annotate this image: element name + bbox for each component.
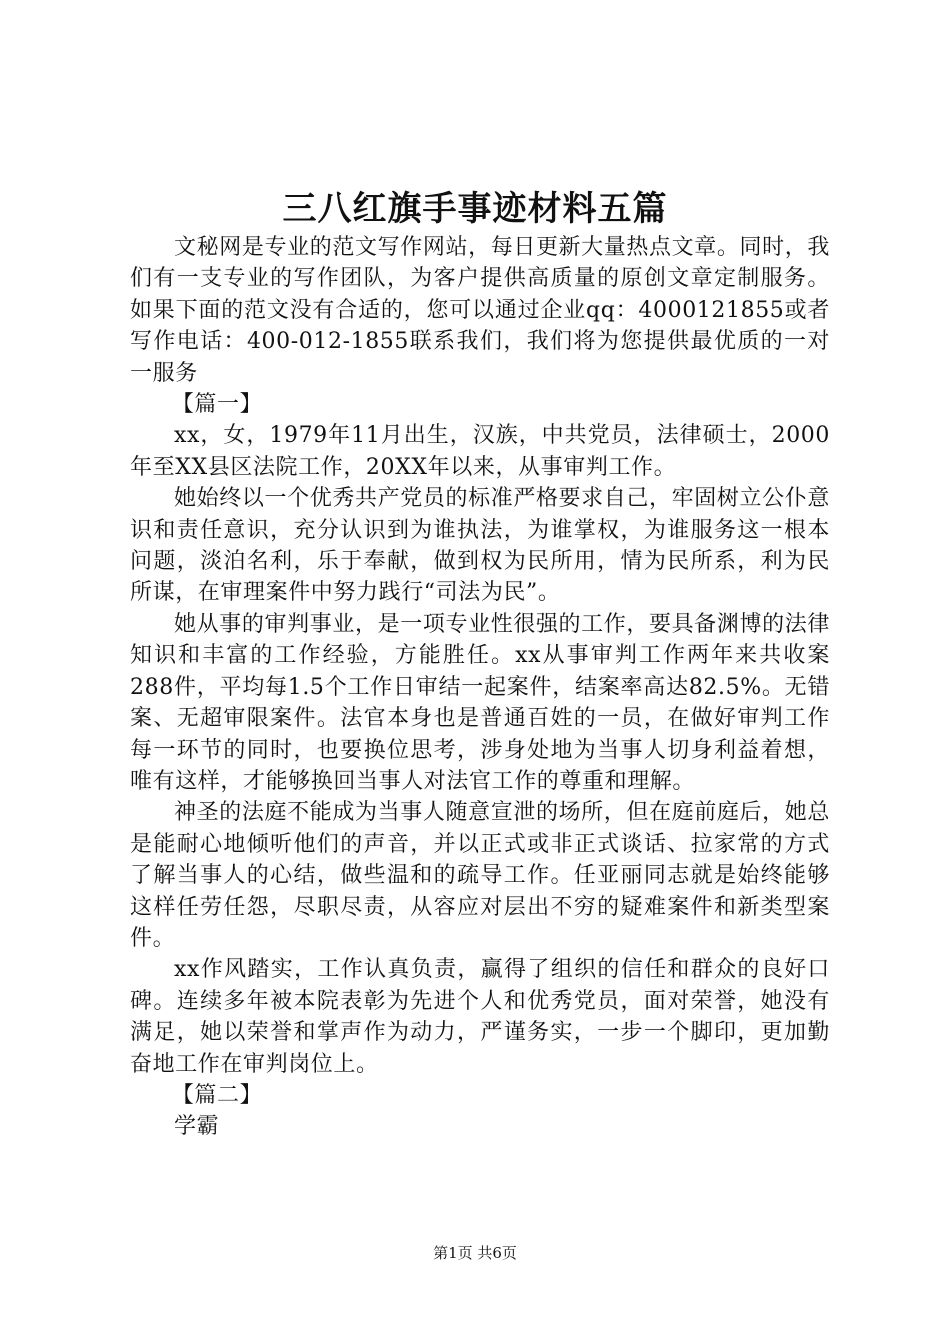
body-paragraph: 她从事的审判事业，是一项专业性很强的工作，要具备渊博的法律知识和丰富的工作经验，方能胜任。xx从事审判工作两年来共收案288件，平均每1.5个工作日审结一起案件，结案率高达82.5%。无错案、无超审限案件。法官本身也是普通百姓的一员，在做好审判工作每一环节的同时，也要换位思考，涉身处地为当事人切身利益着想，唯有这样，才能够换回当事人对法官工作的尊重和理解。 [130,611,830,794]
document-title: 三八红旗手事迹材料五篇 [282,189,668,229]
body-paragraph: 她始终以一个优秀共产党员的标准严格要求自己，牢固树立公仆意识和责任意识，充分认识到为谁执法，为谁掌权，为谁服务这一根本问题，淡泊名利，乐于奉献，做到权为民所用，情为民所系，利为民所谋，在审理案件中努力践行“司法为民”。 [130,486,830,606]
section-heading-1: 【篇一】 [171,392,263,418]
body-paragraph: 神圣的法庭不能成为当事人随意宣泄的场所，但在庭前庭后，她总是能耐心地倾听他们的声音，并以正式或非正式谈话、拉家常的方式了解当事人的心结，做些温和的疏导工作。任亚丽同志就是始终能够这样任劳任怨，尽职尽责，从容应对层出不穷的疑难案件和新类型案件。 [130,800,830,951]
intro-paragraph: 文秘网是专业的范文写作网站，每日更新大量热点文章。同时，我们有一支专业的写作团队，为客户提供高质量的原创文章定制服务。如果下面的范文没有合适的，您可以通过企业qq：4000121855或者写作电话：400-012-1855联系我们，我们将为您提供最优质的一对一服务 [130,235,830,386]
page-number-footer: 第1页 共6页 [433,1244,517,1262]
body-paragraph: xx，女，1979年11月出生，汉族，中共党员，法律硕士，2000年至XX县区法院工作，20XX年以来，从事审判工作。 [130,423,830,480]
section-heading-2: 【篇二】 [171,1082,263,1108]
body-paragraph: 学霸 [174,1114,220,1140]
document-body [130,232,830,1143]
body-paragraph: xx作风踏实，工作认真负责，赢得了组织的信任和群众的良好口碑。连续多年被本院表彰为先进个人和优秀党员，面对荣誉，她没有满足，她以荣誉和掌声作为动力，严谨务实，一步一个脚印，更加勤奋地工作在审判岗位上。 [130,957,830,1077]
